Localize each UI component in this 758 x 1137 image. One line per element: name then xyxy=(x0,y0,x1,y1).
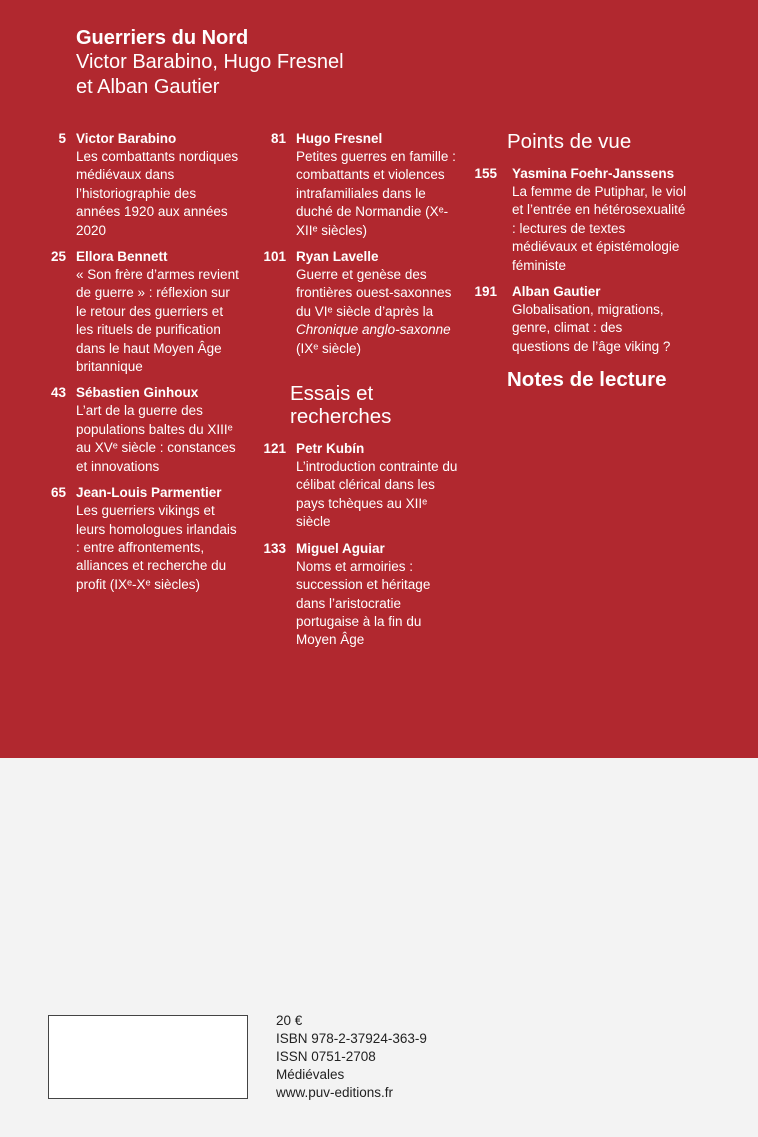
title-part-b: (IXᵉ siècle) xyxy=(296,340,362,356)
toc-article-title: Noms et armoiries : succession et héritage dans l’aristocratie portugaise à la fin du Moyen Âge xyxy=(296,558,431,648)
toc-author: Ellora Bennett xyxy=(76,249,168,265)
toc-page-number: 191 xyxy=(474,284,497,300)
toc-entry xyxy=(250,540,460,650)
toc-article-title: Petites guerres en famille : combattants et violences intrafamiliales dans le duché de Normandie (Xᵉ-XIIᵉ siècles) xyxy=(296,149,456,238)
toc-author: Victor Barabino xyxy=(76,131,177,146)
section-heading-notes-de-lecture: Notes de lecture xyxy=(507,368,667,392)
toc-article-title: La femme de Putiphar, le viol et l’entrée en hétérosexualité : lectures de textes médiévaux et épistémologie féministe xyxy=(512,184,687,273)
price: 20 € xyxy=(276,1013,303,1028)
toc-article-title: « Son frère d’armes revient de guerre » : réflexion sur le retour des guerriers et les rituels de purification dans le haut Moyen Âge britannique xyxy=(76,267,239,375)
toc-author: Ryan Lavelle xyxy=(296,249,379,265)
title-part-a: Guerre et genèse des frontières ouest-saxonnes du VIᵉ siècle d’après la xyxy=(296,267,452,319)
toc-page-number: 121 xyxy=(263,441,286,457)
toc-entry xyxy=(30,130,240,240)
toc-column-3 xyxy=(466,130,706,403)
toc-author: Petr Kubín xyxy=(296,441,365,457)
section-heading-essais: Essais et recherches xyxy=(290,382,392,429)
toc-article-title xyxy=(296,266,460,358)
toc-author: Alban Gautier xyxy=(512,284,601,300)
issue-header xyxy=(76,26,676,100)
toc-author: Yasmina Foehr-Janssens xyxy=(512,166,675,181)
toc-entry xyxy=(466,283,706,356)
toc-page-number: 65 xyxy=(50,485,66,501)
toc-article-title: Globalisation, migrations, genre, climat : des questions de l’âge viking ? xyxy=(512,302,671,354)
toc-author: Hugo Fresnel xyxy=(296,131,383,146)
isbn: ISBN 978-2-37924-363-9 xyxy=(276,1031,427,1046)
toc-column-1 xyxy=(30,130,240,602)
toc-entry xyxy=(250,248,460,358)
toc-author: Sébastien Ginhoux xyxy=(76,385,199,401)
colophon xyxy=(276,1012,427,1102)
toc-page-number: 5 xyxy=(58,131,66,146)
toc-page-number: 25 xyxy=(50,249,66,265)
toc-column-2 xyxy=(250,130,460,658)
toc-entry xyxy=(30,384,240,476)
issue-editors-line1: Victor Barabino, Hugo Fresnel xyxy=(76,51,344,73)
toc-author: Jean-Louis Parmentier xyxy=(76,485,222,501)
toc-article-title: Les combattants nordiques médiévaux dans l’historiographie des années 1920 aux années 2020 xyxy=(76,149,239,238)
toc-article-title: L’art de la guerre des populations baltes du XIIIᵉ au XVᵉ siècle : constances et innovations xyxy=(76,403,236,474)
toc-author: Miguel Aguiar xyxy=(296,540,385,556)
issue-title: Guerriers du Nord xyxy=(76,27,249,49)
toc-entry xyxy=(250,130,460,240)
toc-page-number: 81 xyxy=(270,131,286,146)
title-italic-part: Chronique anglo-saxonne xyxy=(296,322,451,338)
toc-entry xyxy=(250,440,460,532)
section-heading-points-de-vue: Points de vue xyxy=(507,130,632,153)
toc-article-title: L’introduction contrainte du célibat clérical dans les pays tchèques au XIIᵉ siècle xyxy=(296,459,458,530)
toc-page-number: 155 xyxy=(474,166,497,181)
toc-entry xyxy=(30,484,240,594)
publisher-website: www.puv-editions.fr xyxy=(276,1085,394,1100)
toc-entry xyxy=(30,248,240,376)
barcode-box xyxy=(48,1015,248,1099)
journal-name: Médiévales xyxy=(276,1067,345,1082)
issue-editors-line2: et Alban Gautier xyxy=(76,76,220,98)
issn: ISSN 0751-2708 xyxy=(276,1049,376,1064)
toc-page-number: 43 xyxy=(50,385,66,401)
toc-article-title: Les guerriers vikings et leurs homologues irlandais : entre affrontements, alliances et recherche du profit (IXᵉ-Xᵉ siècles) xyxy=(76,503,237,592)
toc-entry xyxy=(466,165,706,275)
toc-page-number: 101 xyxy=(263,249,286,265)
toc-page-number: 133 xyxy=(263,540,286,556)
